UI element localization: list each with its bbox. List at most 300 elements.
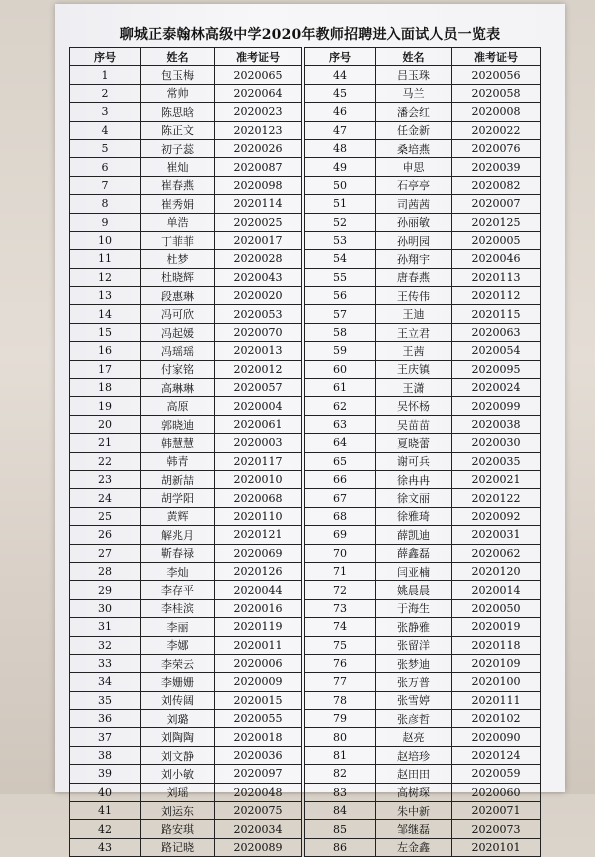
cell-number: 30 [70,599,141,617]
cell-exam-id: 2020070 [215,323,302,341]
cell-number: 22 [70,452,141,470]
cell-number: 82 [305,765,376,783]
cell-number: 63 [305,415,376,433]
cell-name: 王传伟 [376,287,452,305]
cell-exam-id: 2020097 [215,765,302,783]
cell-number: 68 [305,507,376,525]
cell-number: 23 [70,470,141,488]
table-row [70,379,302,397]
cell-number: 79 [305,710,376,728]
cell-number: 67 [305,489,376,507]
cell-exam-id: 2020035 [452,452,541,470]
table-row [305,84,541,102]
cell-name: 张雪婷 [376,691,452,709]
cell-number: 16 [70,342,141,360]
cell-name: 姚晨晨 [376,581,452,599]
table-row [70,176,302,194]
cell-exam-id: 2020065 [215,66,302,84]
table-row [305,507,541,525]
cell-exam-id: 2020099 [452,397,541,415]
cell-number: 76 [305,654,376,672]
cell-exam-id: 2020014 [452,581,541,599]
table-row [70,66,302,84]
cell-exam-id: 2020098 [215,176,302,194]
cell-exam-id: 2020006 [215,654,302,672]
cell-number: 8 [70,195,141,213]
table-row [305,802,541,820]
cell-number: 72 [305,581,376,599]
table-row [70,360,302,378]
table-row [305,526,541,544]
cell-exam-id: 2020087 [215,158,302,176]
cell-name: 刘文静 [141,746,215,764]
cell-name: 付家铭 [141,360,215,378]
table-row [70,783,302,801]
cell-number: 69 [305,526,376,544]
cell-name: 解兆月 [141,526,215,544]
cell-name: 潘会红 [376,103,452,121]
cell-number: 36 [70,710,141,728]
table-row [305,544,541,562]
table-row [70,342,302,360]
cell-name: 丁菲菲 [141,231,215,249]
cell-number: 17 [70,360,141,378]
cell-number: 47 [305,121,376,139]
cell-name: 初子蕊 [141,139,215,157]
cell-name: 路记晓 [141,838,215,856]
table-row [305,268,541,286]
cell-number: 1 [70,66,141,84]
cell-name: 刘运东 [141,802,215,820]
cell-name: 申思 [376,158,452,176]
table-row [70,746,302,764]
cell-number: 9 [70,213,141,231]
cell-name: 左金鑫 [376,838,452,856]
table-row [305,691,541,709]
cell-number: 14 [70,305,141,323]
cell-number: 52 [305,213,376,231]
cell-number: 39 [70,765,141,783]
cell-name: 胡学阳 [141,489,215,507]
cell-exam-id: 2020100 [452,673,541,691]
cell-exam-id: 2020060 [452,783,541,801]
cell-number: 62 [305,397,376,415]
table-row [70,544,302,562]
table-row [305,158,541,176]
cell-number: 33 [70,654,141,672]
table-row [70,397,302,415]
cell-exam-id: 2020064 [215,84,302,102]
table-row [70,838,302,856]
cell-exam-id: 2020034 [215,820,302,838]
table-row [70,507,302,525]
cell-number: 77 [305,673,376,691]
cell-number: 20 [70,415,141,433]
cell-number: 27 [70,544,141,562]
cell-name: 李娜 [141,636,215,654]
table-row [70,415,302,433]
cell-name: 张万普 [376,673,452,691]
cell-exam-id: 2020009 [215,673,302,691]
cell-exam-id: 2020092 [452,507,541,525]
cell-name: 任金新 [376,121,452,139]
table-row [70,489,302,507]
cell-name: 杜晓辉 [141,268,215,286]
cell-exam-id: 2020050 [452,599,541,617]
table-row [305,470,541,488]
cell-name: 韩慧慧 [141,434,215,452]
cell-number: 81 [305,746,376,764]
table-row [70,636,302,654]
cell-name: 常帅 [141,84,215,102]
cell-exam-id: 2020020 [215,287,302,305]
cell-name: 孙明园 [376,231,452,249]
table-row [305,213,541,231]
cell-name: 冯可欣 [141,305,215,323]
cell-name: 唐春燕 [376,268,452,286]
cell-number: 57 [305,305,376,323]
cell-number: 44 [305,66,376,84]
cell-number: 48 [305,139,376,157]
cell-exam-id: 2020062 [452,544,541,562]
cell-name: 朱中新 [376,802,452,820]
table-row [305,250,541,268]
header-name: 姓名 [376,48,452,66]
cell-exam-id: 2020005 [452,231,541,249]
cell-exam-id: 2020055 [215,710,302,728]
table-row [305,434,541,452]
cell-exam-id: 2020023 [215,103,302,121]
cell-exam-id: 2020101 [452,838,541,856]
table-row [70,323,302,341]
table-row [70,728,302,746]
table-row [305,728,541,746]
table-row [305,287,541,305]
cell-exam-id: 2020015 [215,691,302,709]
cell-exam-id: 2020028 [215,250,302,268]
cell-number: 42 [70,820,141,838]
cell-number: 24 [70,489,141,507]
cell-exam-id: 2020057 [215,379,302,397]
table-row [70,562,302,580]
table-row [305,765,541,783]
cell-number: 65 [305,452,376,470]
cell-name: 刘小敏 [141,765,215,783]
table-row [70,526,302,544]
cell-number: 26 [70,526,141,544]
cell-exam-id: 2020114 [215,195,302,213]
cell-exam-id: 2020039 [452,158,541,176]
cell-exam-id: 2020026 [215,139,302,157]
table-row [305,176,541,194]
cell-exam-id: 2020003 [215,434,302,452]
table-row [70,231,302,249]
table-row [305,562,541,580]
cell-number: 74 [305,618,376,636]
cell-name: 段惠琳 [141,287,215,305]
cell-number: 75 [305,636,376,654]
cell-exam-id: 2020076 [452,139,541,157]
cell-name: 高原 [141,397,215,415]
cell-exam-id: 2020121 [215,526,302,544]
table-row [305,139,541,157]
cell-exam-id: 2020011 [215,636,302,654]
cell-name: 石亭亭 [376,176,452,194]
cell-exam-id: 2020125 [452,213,541,231]
cell-name: 张留洋 [376,636,452,654]
cell-number: 13 [70,287,141,305]
cell-number: 71 [305,562,376,580]
cell-name: 冯起媛 [141,323,215,341]
cell-name: 闫亚楠 [376,562,452,580]
table-row [70,802,302,820]
cell-exam-id: 2020123 [215,121,302,139]
cell-exam-id: 2020019 [452,618,541,636]
table-row [305,342,541,360]
cell-number: 31 [70,618,141,636]
cell-exam-id: 2020054 [452,342,541,360]
cell-number: 41 [70,802,141,820]
cell-name: 李灿 [141,562,215,580]
table-row [305,618,541,636]
table-row [305,415,541,433]
table-row [305,636,541,654]
cell-exam-id: 2020115 [452,305,541,323]
cell-exam-id: 2020038 [452,415,541,433]
cell-name: 夏晓蕾 [376,434,452,452]
cell-exam-id: 2020030 [452,434,541,452]
table-row [305,397,541,415]
cell-name: 刘传阔 [141,691,215,709]
cell-name: 谢可兵 [376,452,452,470]
cell-number: 3 [70,103,141,121]
cell-exam-id: 2020122 [452,489,541,507]
table-row [70,250,302,268]
header-exam-id: 准考证号 [452,48,541,66]
cell-number: 86 [305,838,376,856]
table-row [70,268,302,286]
cell-name: 陈正文 [141,121,215,139]
cell-name: 李桂滨 [141,599,215,617]
cell-exam-id: 2020119 [215,618,302,636]
cell-exam-id: 2020013 [215,342,302,360]
cell-exam-id: 2020124 [452,746,541,764]
cell-name: 李丽 [141,618,215,636]
cell-exam-id: 2020021 [452,470,541,488]
cell-exam-id: 2020036 [215,746,302,764]
table-row [70,673,302,691]
cell-exam-id: 2020120 [452,562,541,580]
cell-exam-id: 2020058 [452,84,541,102]
cell-name: 孙翔宇 [376,250,452,268]
cell-exam-id: 2020068 [215,489,302,507]
cell-exam-id: 2020046 [452,250,541,268]
cell-exam-id: 2020059 [452,765,541,783]
cell-number: 29 [70,581,141,599]
cell-name: 孙丽敏 [376,213,452,231]
table-row [70,710,302,728]
cell-name: 薛鑫磊 [376,544,452,562]
cell-name: 韩青 [141,452,215,470]
header-number: 序号 [305,48,376,66]
table-row [305,820,541,838]
cell-number: 84 [305,802,376,820]
cell-exam-id: 2020056 [452,66,541,84]
cell-number: 28 [70,562,141,580]
table-row [70,452,302,470]
cell-name: 徐冉冉 [376,470,452,488]
table-row [70,470,302,488]
cell-number: 60 [305,360,376,378]
cell-number: 66 [305,470,376,488]
table-row [70,103,302,121]
cell-exam-id: 2020095 [452,360,541,378]
table-row [70,213,302,231]
cell-name: 张静雅 [376,618,452,636]
table-row [70,434,302,452]
cell-exam-id: 2020017 [215,231,302,249]
cell-number: 5 [70,139,141,157]
cell-name: 崔灿 [141,158,215,176]
table-row [305,673,541,691]
table-row [305,489,541,507]
cell-name: 赵田田 [376,765,452,783]
cell-exam-id: 2020109 [452,654,541,672]
cell-number: 25 [70,507,141,525]
cell-exam-id: 2020111 [452,691,541,709]
cell-name: 徐雅琦 [376,507,452,525]
table-row [70,599,302,617]
table-row [305,746,541,764]
table-row [70,618,302,636]
table-row [70,195,302,213]
cell-number: 46 [305,103,376,121]
table-row [305,710,541,728]
cell-exam-id: 2020102 [452,710,541,728]
cell-number: 78 [305,691,376,709]
table-row [305,654,541,672]
table-row [305,838,541,856]
cell-exam-id: 2020090 [452,728,541,746]
cell-number: 53 [305,231,376,249]
cell-exam-id: 2020063 [452,323,541,341]
table-row [305,103,541,121]
cell-name: 王潇 [376,379,452,397]
cell-exam-id: 2020075 [215,802,302,820]
cell-exam-id: 2020024 [452,379,541,397]
cell-number: 38 [70,746,141,764]
cell-number: 7 [70,176,141,194]
cell-number: 35 [70,691,141,709]
table-row [70,158,302,176]
roster-table-left [69,47,302,857]
cell-number: 45 [305,84,376,102]
roster-table-right [304,47,541,857]
table-row [305,66,541,84]
table-row [70,654,302,672]
document-page [55,4,565,855]
cell-name: 高树琛 [376,783,452,801]
table-row [305,581,541,599]
header-name: 姓名 [141,48,215,66]
cell-exam-id: 2020022 [452,121,541,139]
cell-number: 34 [70,673,141,691]
table-row [305,360,541,378]
cell-number: 73 [305,599,376,617]
cell-number: 12 [70,268,141,286]
header-number: 序号 [70,48,141,66]
cell-name: 崔秀娟 [141,195,215,213]
cell-number: 58 [305,323,376,341]
cell-name: 黄辉 [141,507,215,525]
cell-number: 37 [70,728,141,746]
cell-number: 2 [70,84,141,102]
header-exam-id: 准考证号 [215,48,302,66]
table-row [305,323,541,341]
table-row [305,121,541,139]
cell-name: 吕玉珠 [376,66,452,84]
cell-name: 路安琪 [141,820,215,838]
cell-name: 胡新喆 [141,470,215,488]
table-row [305,195,541,213]
cell-number: 11 [70,250,141,268]
cell-number: 59 [305,342,376,360]
cell-exam-id: 2020061 [215,415,302,433]
cell-name: 李存平 [141,581,215,599]
cell-exam-id: 2020082 [452,176,541,194]
cell-exam-id: 2020010 [215,470,302,488]
cell-name: 王迪 [376,305,452,323]
cell-exam-id: 2020113 [452,268,541,286]
cell-number: 6 [70,158,141,176]
cell-number: 55 [305,268,376,286]
cell-number: 61 [305,379,376,397]
cell-exam-id: 2020117 [215,452,302,470]
table-header-row [70,48,302,66]
table-row [70,691,302,709]
cell-exam-id: 2020004 [215,397,302,415]
cell-name: 高琳琳 [141,379,215,397]
cell-number: 50 [305,176,376,194]
cell-exam-id: 2020126 [215,562,302,580]
cell-exam-id: 2020012 [215,360,302,378]
cell-exam-id: 2020069 [215,544,302,562]
cell-number: 83 [305,783,376,801]
cell-name: 于海生 [376,599,452,617]
cell-number: 56 [305,287,376,305]
cell-name: 包玉梅 [141,66,215,84]
cell-number: 51 [305,195,376,213]
cell-name: 王庆镇 [376,360,452,378]
table-row [70,820,302,838]
cell-exam-id: 2020043 [215,268,302,286]
table-row [305,305,541,323]
cell-exam-id: 2020025 [215,213,302,231]
cell-name: 薛凯迪 [376,526,452,544]
table-row [70,581,302,599]
cell-name: 李姗姗 [141,673,215,691]
cell-number: 40 [70,783,141,801]
cell-name: 王立君 [376,323,452,341]
table-row [305,783,541,801]
cell-name: 张彦哲 [376,710,452,728]
cell-name: 王茜 [376,342,452,360]
cell-name: 桑培燕 [376,139,452,157]
cell-exam-id: 2020007 [452,195,541,213]
cell-name: 李荣云 [141,654,215,672]
cell-number: 64 [305,434,376,452]
table-row [70,84,302,102]
